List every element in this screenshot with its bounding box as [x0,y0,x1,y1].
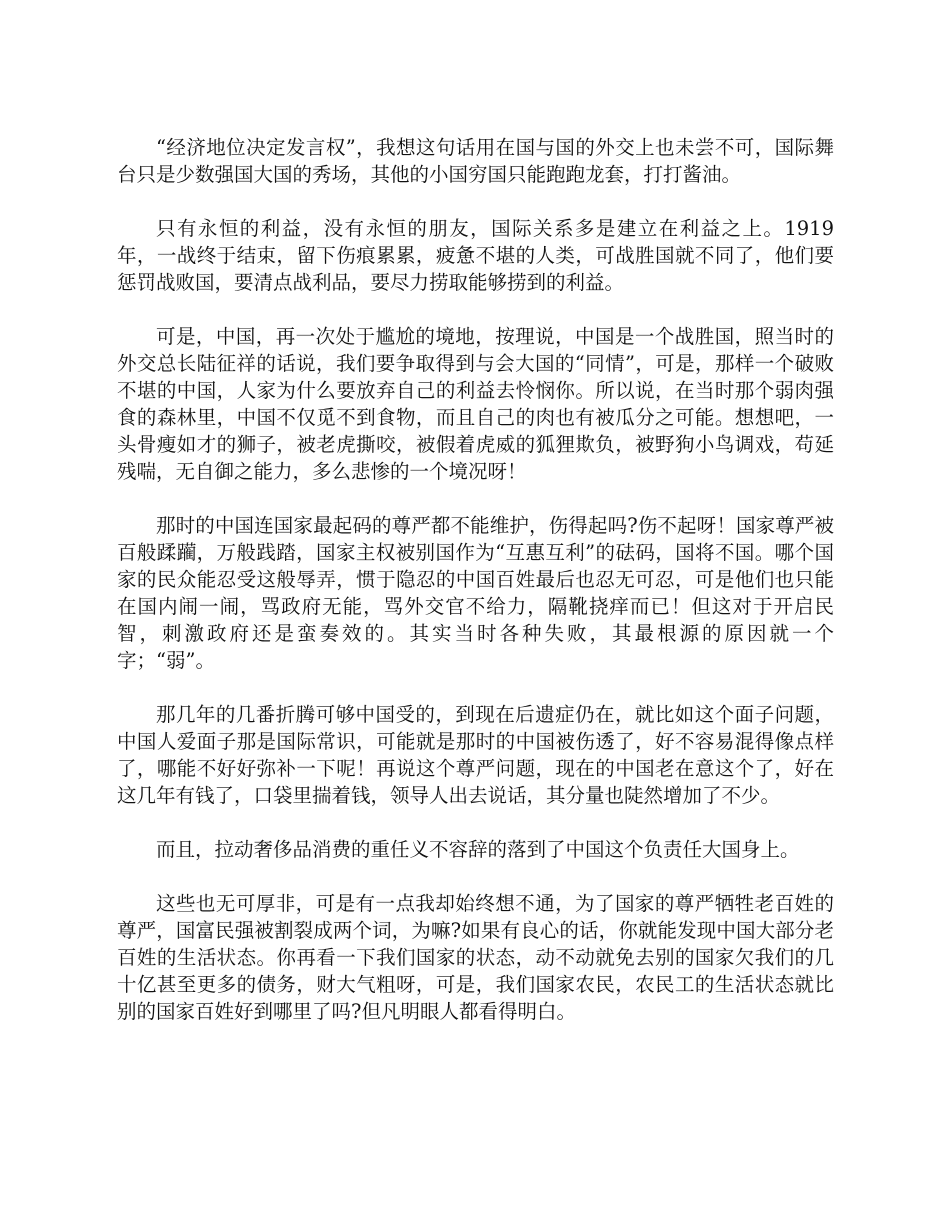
paragraph-2: 只有永恒的利益，没有永恒的朋友，国际关系多是建立在利益之上。1919 年，一战终于结束，留下伤痕累累，疲惫不堪的人类，可战胜国就不同了，他们要惩罚战败国，要清点战利品，要尽力捞取能够捞到的利益。 [117,217,834,294]
paragraph-4: 那时的中国连国家最起码的尊严都不能维护，伤得起吗?伤不起呀！国家尊严被百般蹂躏，万般践踏，国家主权被别国作为“互惠互利”的砝码，国将不国。哪个国家的民众能忍受这般辱弄，惯于隐忍的中国百姓最后也忍无可忍，可是他们也只能在国内闹一闹，骂政府无能，骂外交官不给力，隔靴挠痒而已！但这对于开启民智，刺激政府还是蛮奏效的。其实当时各种失败，其最根源的原因就一个字；“弱”。 [117,514,834,672]
paragraph-5: 那几年的几番折腾可够中国受的，到现在后遗症仍在，就比如这个面子问题，中国人爱面子那是国际常识，可能就是那时的中国被伤透了，好不容易混得像点样了，哪能不好好弥补一下呢！再说这个尊严问题，现在的中国老在意这个了，好在这几年有钱了，口袋里揣着钱，领导人出去说话，其分量也陡然增加了不少。 [117,703,834,807]
paragraph-7: 这些也无可厚非，可是有一点我却始终想不通，为了国家的尊严牺牲老百姓的尊严，国富民强被割裂成两个词，为嘛?如果有良心的话，你就能发现中国大部分老百姓的生活状态。你再看一下我们国家的状态，动不动就免去别的国家欠我们的几十亿甚至更多的债务，财大气粗呀，可是，我们国家农民，农民工的生活状态就比别的国家百姓好到哪里了吗?但凡明眼人都看得明白。 [117,892,834,1023]
paragraph-6: 而且，拉动奢侈品消费的重任义不容辞的落到了中国这个负责任大国身上。 [156,838,800,861]
paragraph-1: “经济地位决定发言权”，我想这句话用在国与国的外交上也未尝不可，国际舞台只是少数强国大国的秀场，其他的小国穷国只能跑跑龙套，打打酱油。 [117,136,834,186]
paragraph-3: 可是，中国，再一次处于尴尬的境地，按理说，中国是一个战胜国，照当时的外交总长陆征祥的话说，我们要争取得到与会大国的“同情”，可是，那样一个破败不堪的中国，人家为什么要放弃自己的利益去怜悯你。所以说，在当时那个弱肉强食的森林里，中国不仅觅不到食物，而且自己的肉也有被瓜分之可能。想想吧，一头骨瘦如才的狮子，被老虎撕咬，被假着虎威的狐狸欺负，被野狗小鸟调戏，苟延残喘，无自御之能力，多么悲惨的一个境况呀！ [117,325,834,483]
document-page [117,134,834,1025]
